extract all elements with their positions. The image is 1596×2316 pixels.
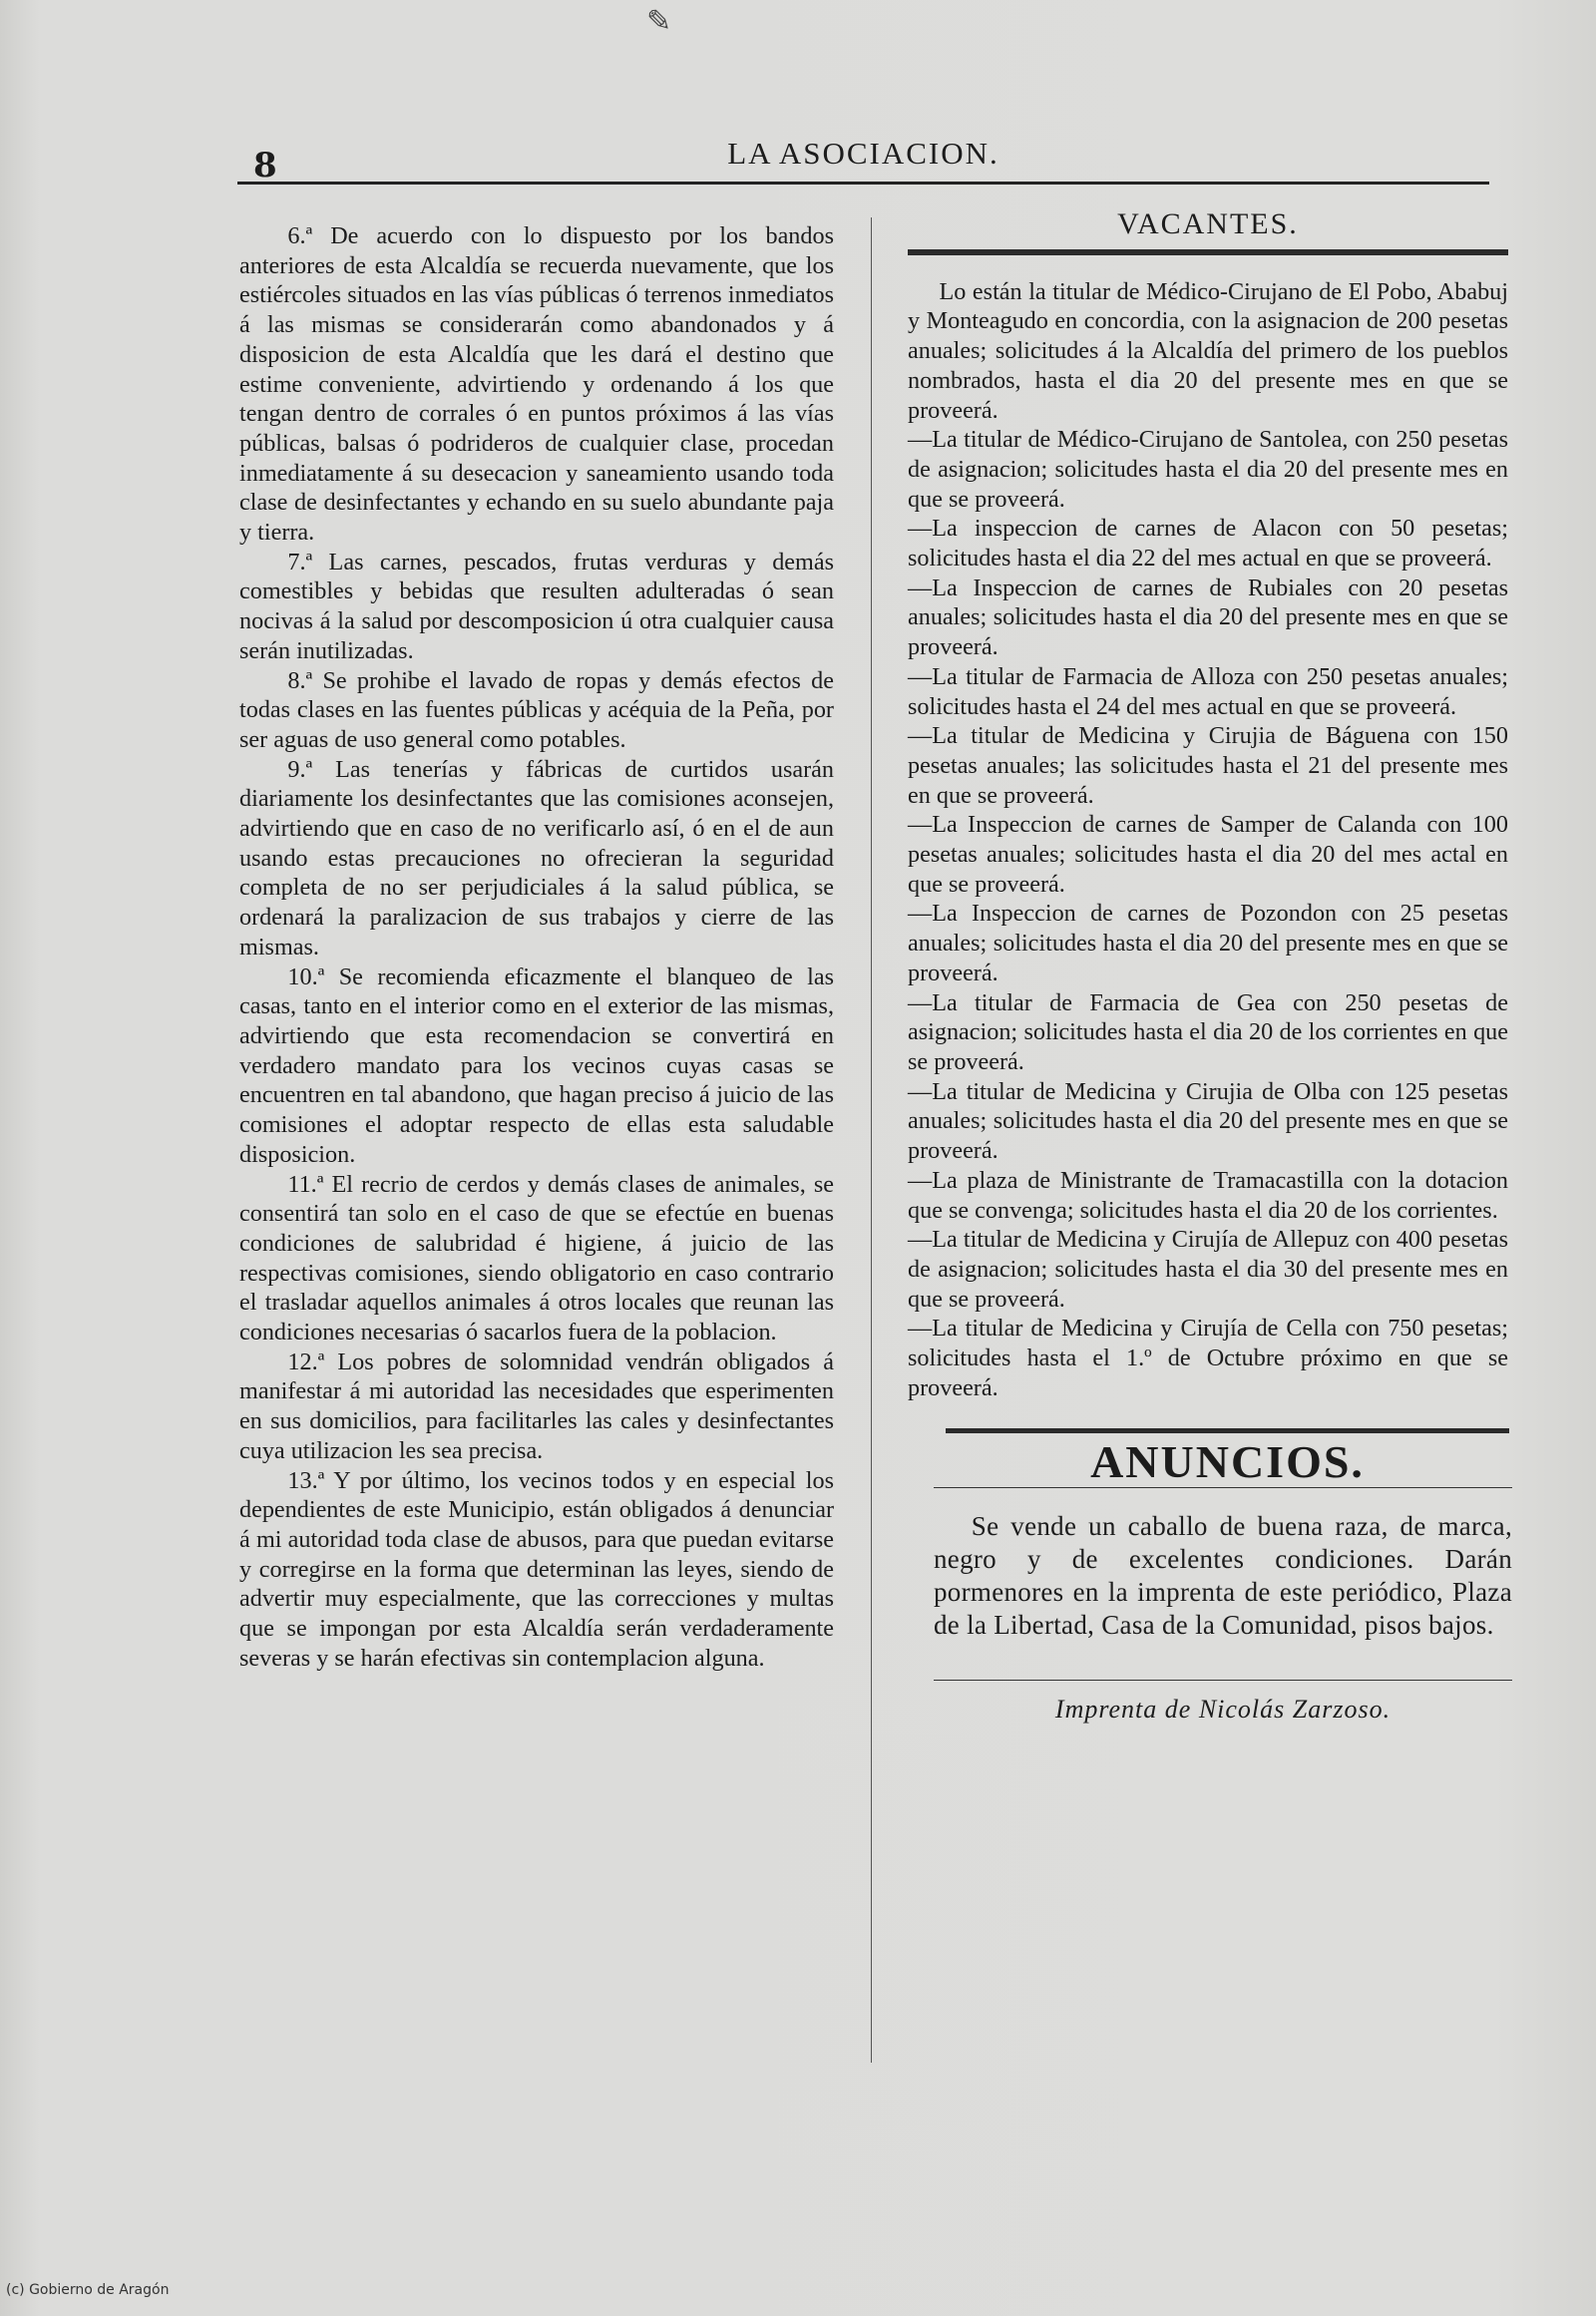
article-paragraph: 7.ª Las carnes, pescados, frutas verduras y demás comestibles y bebidas que resulten adulteradas ó sean nocivas á la salud por descomposicion ú otra cualquier causa serán inutilizadas. bbox=[239, 548, 834, 664]
anuncios-thin-rule bbox=[934, 1487, 1512, 1488]
article-paragraph: 12.ª Los pobres de solomnidad vendrán obligados á manifestar á mi autoridad las necesidades que esperimenten en sus domicilios, para facilitarles las cales y desinfectantes cuya utilizacion les sea precisa. bbox=[239, 1348, 834, 1464]
anuncio-text: Se vende un caballo de buena raza, de marca, negro y de excelentes condiciones. Darán pormenores en la imprenta de este periódico, Plaza de la Libertad, Casa de la Comunidad, pisos bajos. bbox=[934, 1511, 1512, 1641]
vacante-entry: —La titular de Farmacia de Gea con 250 pesetas de asignacion; solicitudes hasta el dia 20 de los corrientes en que se proveerá. bbox=[908, 988, 1508, 1075]
masthead-title: LA ASOCIACION. bbox=[727, 136, 999, 171]
anuncios-rule bbox=[946, 1428, 1509, 1433]
column-divider bbox=[871, 217, 872, 2063]
vacante-entry: —La titular de Medicina y Cirujia de Báguena con 150 pesetas anuales; las solicitudes hasta el 21 del presente mes en que se proveerá. bbox=[908, 722, 1508, 809]
article-paragraph: 8.ª Se prohibe el lavado de ropas y demás efectos de todas clases en las fuentes públicas y acéquia de la Peña, por ser aguas de uso general como potables. bbox=[239, 666, 834, 753]
article-paragraph: 9.ª Las tenerías y fábricas de curtidos usarán diariamente los desinfectantes que las comisiones aconsejen, advirtiendo que en caso de no verificarlo así, ó en el de aun usando estas precauciones no ofrecieran la seguridad completa de no ser perjudiciales á la salud pública, se ordenará la paralizacion de sus trabajos y cierre de las mismas. bbox=[239, 755, 834, 961]
anuncios-heading: ANUNCIOS. bbox=[1090, 1436, 1365, 1488]
vacante-entry: —La titular de Medicina y Cirujía de Allepuz con 400 pesetas de asignacion; solicitudes hasta el dia 30 del presente mes en que se proveerá. bbox=[908, 1226, 1508, 1313]
vacante-entry: —La Inspeccion de carnes de Samper de Calanda con 100 pesetas anuales; solicitudes hasta el dia 20 del mes actal en que se proveerá. bbox=[908, 811, 1508, 898]
vacante-entry: —La titular de Medicina y Cirujia de Olba con 125 pesetas anuales; solicitudes hasta el dia 20 del presente mes en que se proveerá. bbox=[908, 1077, 1508, 1165]
right-column bbox=[908, 207, 1512, 1725]
left-column-bando bbox=[239, 221, 834, 1673]
article-paragraph: 10.ª Se recomienda eficazmente el blanqueo de las casas, tanto en el interior como en el exterior de las mismas, advirtiendo que esta recomendacion se convertirá en verdadero mandato para los vecinos cuyas casas se encuentren en tal abandono, que hagan preciso á juicio de las comisiones el adoptar respecto de ellas esta saludable disposicion. bbox=[239, 963, 834, 1168]
vacantes-heading: VACANTES. bbox=[1117, 207, 1299, 240]
vacante-entry: —La titular de Medicina y Cirujía de Cella con 750 pesetas; solicitudes hasta el 1.º de Octubre próximo en que se proveerá. bbox=[908, 1315, 1508, 1401]
vacante-entry: —La titular de Farmacia de Alloza con 250 pesetas anuales; solicitudes hasta el 24 del mes actual en que se proveerá. bbox=[908, 662, 1508, 720]
header-divider bbox=[237, 182, 1489, 185]
copyright-credit: (c) Gobierno de Aragón bbox=[6, 2282, 170, 2298]
page-number: 8 bbox=[253, 146, 277, 186]
vacante-entry: Lo están la titular de Médico-Cirujano de El Pobo, Ababuj y Monteagudo en concordia, con la asignacion de 200 pesetas anuales; solicitudes á la Alcaldía del primero de los pueblos nombrados, hasta el dia 20 del presente mes en que se proveerá. bbox=[908, 277, 1508, 424]
article-paragraph: 6.ª De acuerdo con lo dispuesto por los bandos anteriores de esta Alcaldía se recuerda nuevamente, que los estiércoles situados en las vías públicas ó terrenos inmediatos á las mismas se considerarán como abandonados y á disposicion de esta Alcaldía que les dará el destino que estime conveniente, advirtiendo y ordenando á los que tengan dentro de corrales ó en puntos próximos á las vías públicas, balsas ó podrideros de cualquier clase, procedan inmediatamente á su desecacion y saneamiento usando toda clase de desinfectantes y echando en su suelo abundante paja y tierra. bbox=[239, 222, 834, 547]
article-paragraph: 11.ª El recrio de cerdos y demás clases de animales, se consentirá tan solo en el caso de que se efectúe en buenas condiciones de salubridad é higiene, á juicio de las respectivas comisiones, siendo obligatorio en caso contrario el trasladar aquellos animales á otros locales que reunan las condiciones necesarias ó sacarlos fuera de la poblacion. bbox=[239, 1170, 834, 1347]
vacantes-rule bbox=[908, 249, 1508, 255]
vacante-entry: —La Inspeccion de carnes de Pozondon con 25 pesetas anuales; solicitudes hasta el dia 20 del presente mes en que se proveerá. bbox=[908, 900, 1508, 986]
printer-rule bbox=[934, 1680, 1512, 1681]
article-paragraph: 13.ª Y por último, los vecinos todos y en especial los dependientes de este Municipio, están obligados á denunciar á mi autoridad toda clase de abusos, para que puedan evitarse y corregirse en la forma que determinan las leyes, siendo de advertir muy especialmente, que las correcciones y multas que se impongan por esta Alcaldía serán verdaderamente severas y se harán efectivas sin contemplacion alguna. bbox=[239, 1466, 834, 1672]
ink-blot-icon: ✎ bbox=[646, 4, 672, 39]
printer-credit: Imprenta de Nicolás Zarzoso. bbox=[1054, 1695, 1392, 1725]
vacante-entry: —La Inspeccion de carnes de Rubiales con 20 pesetas anuales; solicitudes hasta el dia 20 del presente mes en que se proveerá. bbox=[908, 574, 1508, 661]
page-header bbox=[237, 130, 1489, 186]
vacante-entry: —La titular de Médico-Cirujano de Santolea, con 250 pesetas de asignacion; solicitudes hasta el dia 20 del presente mes en que se proveerá. bbox=[908, 426, 1508, 513]
vacante-entry: —La inspeccion de carnes de Alacon con 50 pesetas; solicitudes hasta el dia 22 del mes actual en que se proveerá. bbox=[908, 515, 1508, 573]
vacante-entry: —La plaza de Ministrante de Tramacastilla con la dotacion que se convenga; solicitudes hasta el dia 20 de los corrientes. bbox=[908, 1166, 1508, 1224]
